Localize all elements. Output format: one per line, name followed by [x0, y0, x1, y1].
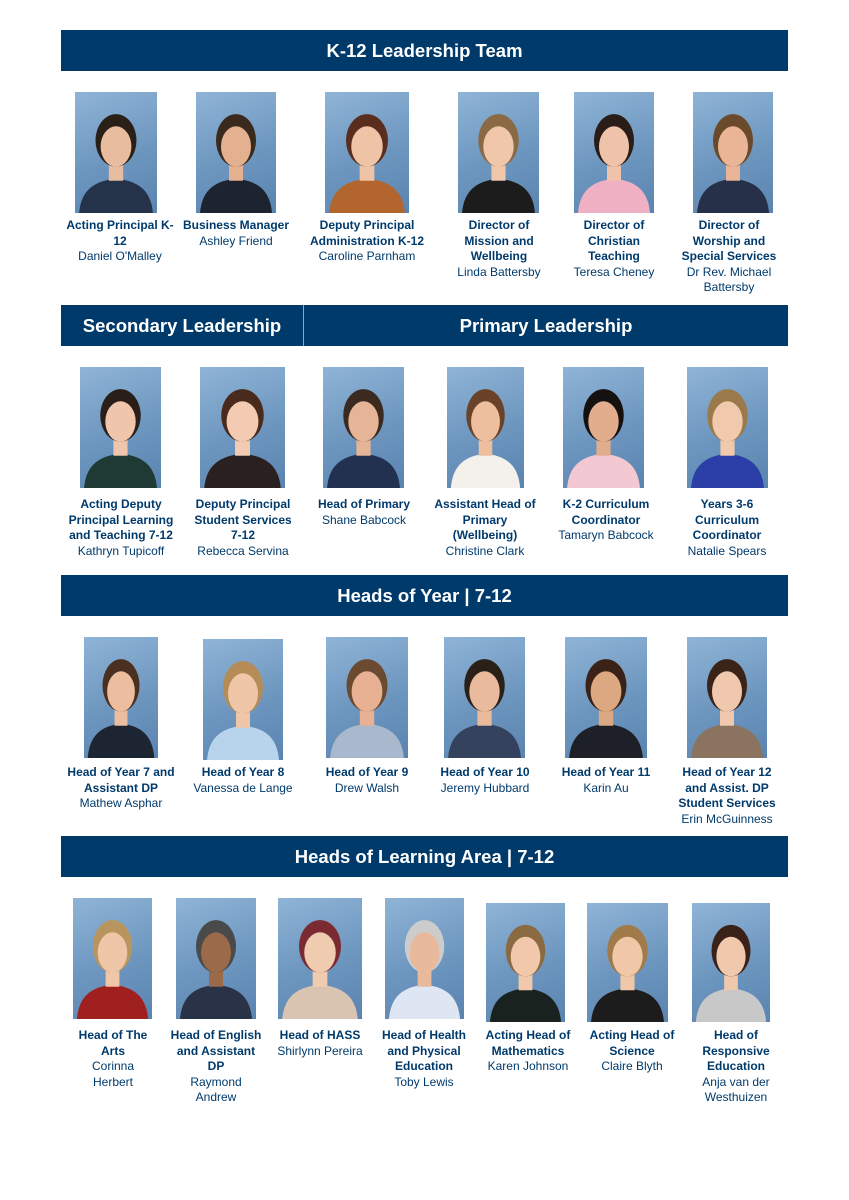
section-title: Secondary Leadership [82, 314, 282, 336]
staff-role: Head of Year 8 [201, 765, 285, 779]
staff-caption [62, 765, 180, 812]
portrait-silhouette [323, 367, 404, 488]
staff-name: Vanessa de Lange [193, 780, 293, 795]
staff-role: Years 3-6 Curriculum Coordinator [692, 497, 762, 543]
staff-name: Corinna Herbert [91, 1059, 135, 1089]
staff-caption [677, 497, 777, 559]
portrait-photo [196, 92, 276, 213]
portrait-silhouette [385, 898, 464, 1019]
portrait-photo [447, 367, 524, 488]
staff-name: Dr Rev. Michael Battersby [686, 264, 772, 295]
portrait-silhouette [84, 637, 158, 758]
staff-name: Natalie Spears [687, 543, 767, 558]
staff-name: Karen Johnson [487, 1059, 569, 1074]
staff-name: Jeremy Hubbard [440, 780, 530, 795]
staff-role: Head of The Arts [78, 1028, 148, 1058]
portrait-silhouette [325, 92, 409, 213]
section-title: Primary Leadership [459, 314, 633, 336]
staff-role: K-2 Curriculum Coordinator [562, 497, 650, 527]
staff-name: Ashley Friend [199, 233, 273, 248]
section-title: Heads of Year | 7-12 [337, 584, 512, 606]
portrait-silhouette [73, 898, 152, 1019]
staff-name: Raymond Andrew [190, 1074, 242, 1105]
staff-caption [582, 1028, 682, 1075]
portrait-silhouette [565, 637, 647, 758]
staff-caption [429, 497, 541, 559]
staff-role: Head of English and Assistant DP [170, 1028, 262, 1074]
portrait-photo [84, 637, 158, 758]
staff-name: Anja van der Westhuizen [702, 1074, 770, 1105]
staff-caption [62, 497, 180, 559]
portrait-silhouette [692, 903, 770, 1022]
staff-caption [449, 218, 549, 280]
portrait-silhouette [176, 898, 256, 1019]
staff-caption [188, 765, 298, 796]
portrait-photo [458, 92, 539, 213]
staff-name: Mathew Asphar [79, 796, 163, 811]
staff-caption [72, 1028, 154, 1090]
staff-name: Kathryn Tupicoff [77, 543, 165, 558]
portrait-silhouette [447, 367, 524, 488]
portrait-photo [203, 639, 283, 760]
portrait-silhouette [687, 637, 767, 758]
portrait-silhouette [687, 367, 768, 488]
staff-caption [676, 218, 782, 296]
portrait-photo [692, 903, 770, 1022]
banner-secondary [61, 305, 304, 346]
staff-name: Drew Walsh [334, 780, 400, 795]
staff-role: Head of Year 11 [561, 765, 651, 779]
portrait-silhouette [458, 92, 539, 213]
staff-role: Deputy Principal Administration K-12 [309, 218, 424, 248]
portrait-silhouette [80, 367, 161, 488]
portrait-photo [687, 367, 768, 488]
portrait-silhouette [75, 92, 157, 213]
portrait-silhouette [693, 92, 773, 213]
portrait-photo [75, 92, 157, 213]
section-banner-learning-area [61, 836, 788, 877]
staff-caption [188, 497, 298, 559]
section-title: K-12 Leadership Team [326, 39, 523, 61]
staff-name: Christine Clark [445, 543, 525, 558]
staff-name: Linda Battersby [457, 264, 541, 279]
portrait-silhouette [574, 92, 654, 213]
staff-name: Shirlynn Pereira [277, 1043, 363, 1058]
portrait-silhouette [444, 637, 525, 758]
portrait-photo [278, 898, 362, 1019]
staff-role: Acting Head of Mathematics [485, 1028, 571, 1058]
staff-name: Karin Au [583, 780, 629, 795]
staff-role: Business Manager [182, 218, 290, 232]
staff-role: Director of Mission and Wellbeing [464, 218, 534, 264]
portrait-silhouette [563, 367, 644, 488]
staff-caption [671, 765, 783, 827]
staff-caption [551, 765, 661, 796]
staff-name: Caroline Parnham [318, 249, 416, 264]
staff-role: Head of Primary [317, 497, 411, 511]
section-banner-heads-of-year [61, 575, 788, 616]
staff-role: Head of Year 12 and Assist. DP Student Services [678, 765, 776, 811]
staff-role: Director of Christian Teaching [583, 218, 645, 264]
portrait-photo [385, 898, 464, 1019]
staff-caption [270, 1028, 370, 1059]
staff-caption [309, 497, 419, 528]
portrait-silhouette [203, 639, 283, 760]
staff-caption [553, 497, 659, 544]
staff-caption [564, 218, 664, 280]
portrait-photo [587, 903, 668, 1022]
portrait-silhouette [486, 903, 565, 1022]
staff-name: Toby Lewis [394, 1074, 454, 1089]
portrait-photo [73, 898, 152, 1019]
staff-caption [430, 765, 540, 796]
portrait-photo [444, 637, 525, 758]
staff-role: Acting Deputy Principal Learning and Teaching 7-12 [68, 497, 174, 543]
portrait-photo [563, 367, 644, 488]
portrait-photo [574, 92, 654, 213]
portrait-photo [693, 92, 773, 213]
portrait-photo [176, 898, 256, 1019]
portrait-photo [486, 903, 565, 1022]
staff-caption [374, 1028, 474, 1090]
portrait-photo [323, 367, 404, 488]
staff-role: Head of Responsive Education [702, 1028, 770, 1074]
staff-caption [170, 1028, 262, 1106]
staff-role: Head of Year 7 and Assistant DP [67, 765, 175, 795]
staff-role: Director of Worship and Special Services [681, 218, 777, 264]
portrait-photo [326, 637, 408, 758]
staff-role: Head of Year 10 [440, 765, 530, 779]
staff-name: Rebecca Servina [197, 543, 289, 558]
staff-role: Head of Year 9 [325, 765, 409, 779]
portrait-photo [200, 367, 285, 488]
staff-name: Tamaryn Babcock [558, 528, 654, 543]
staff-role: Assistant Head of Primary (Wellbeing) [434, 497, 536, 543]
staff-role: Acting Principal K-12 [66, 218, 174, 248]
portrait-silhouette [200, 367, 285, 488]
portrait-silhouette [196, 92, 276, 213]
staff-name: Claire Blyth [601, 1059, 663, 1074]
staff-caption [302, 218, 432, 265]
section-title: Heads of Learning Area | 7-12 [294, 845, 555, 867]
staff-name: Teresa Cheney [573, 264, 655, 279]
portrait-silhouette [587, 903, 668, 1022]
staff-name: Erin McGuinness [681, 811, 773, 826]
portrait-photo [80, 367, 161, 488]
section-banner-secondary-primary [61, 305, 788, 346]
staff-name: Daniel O'Malley [78, 249, 162, 264]
staff-role: Deputy Principal Student Services 7-12 [194, 497, 292, 543]
staff-role: Head of Health and Physical Education [381, 1028, 466, 1074]
portrait-photo [565, 637, 647, 758]
banner-primary [304, 305, 788, 346]
staff-caption [60, 218, 180, 265]
staff-caption [478, 1028, 578, 1075]
portrait-silhouette [278, 898, 362, 1019]
portrait-photo [687, 637, 767, 758]
section-banner-leadership [61, 30, 788, 71]
staff-name: Shane Babcock [321, 512, 407, 527]
portrait-silhouette [326, 637, 408, 758]
staff-caption [176, 218, 296, 249]
staff-caption [686, 1028, 786, 1106]
staff-caption [312, 765, 422, 796]
staff-role: Head of HASS [279, 1028, 361, 1042]
portrait-photo [325, 92, 409, 213]
staff-role: Acting Head of Science [589, 1028, 675, 1058]
